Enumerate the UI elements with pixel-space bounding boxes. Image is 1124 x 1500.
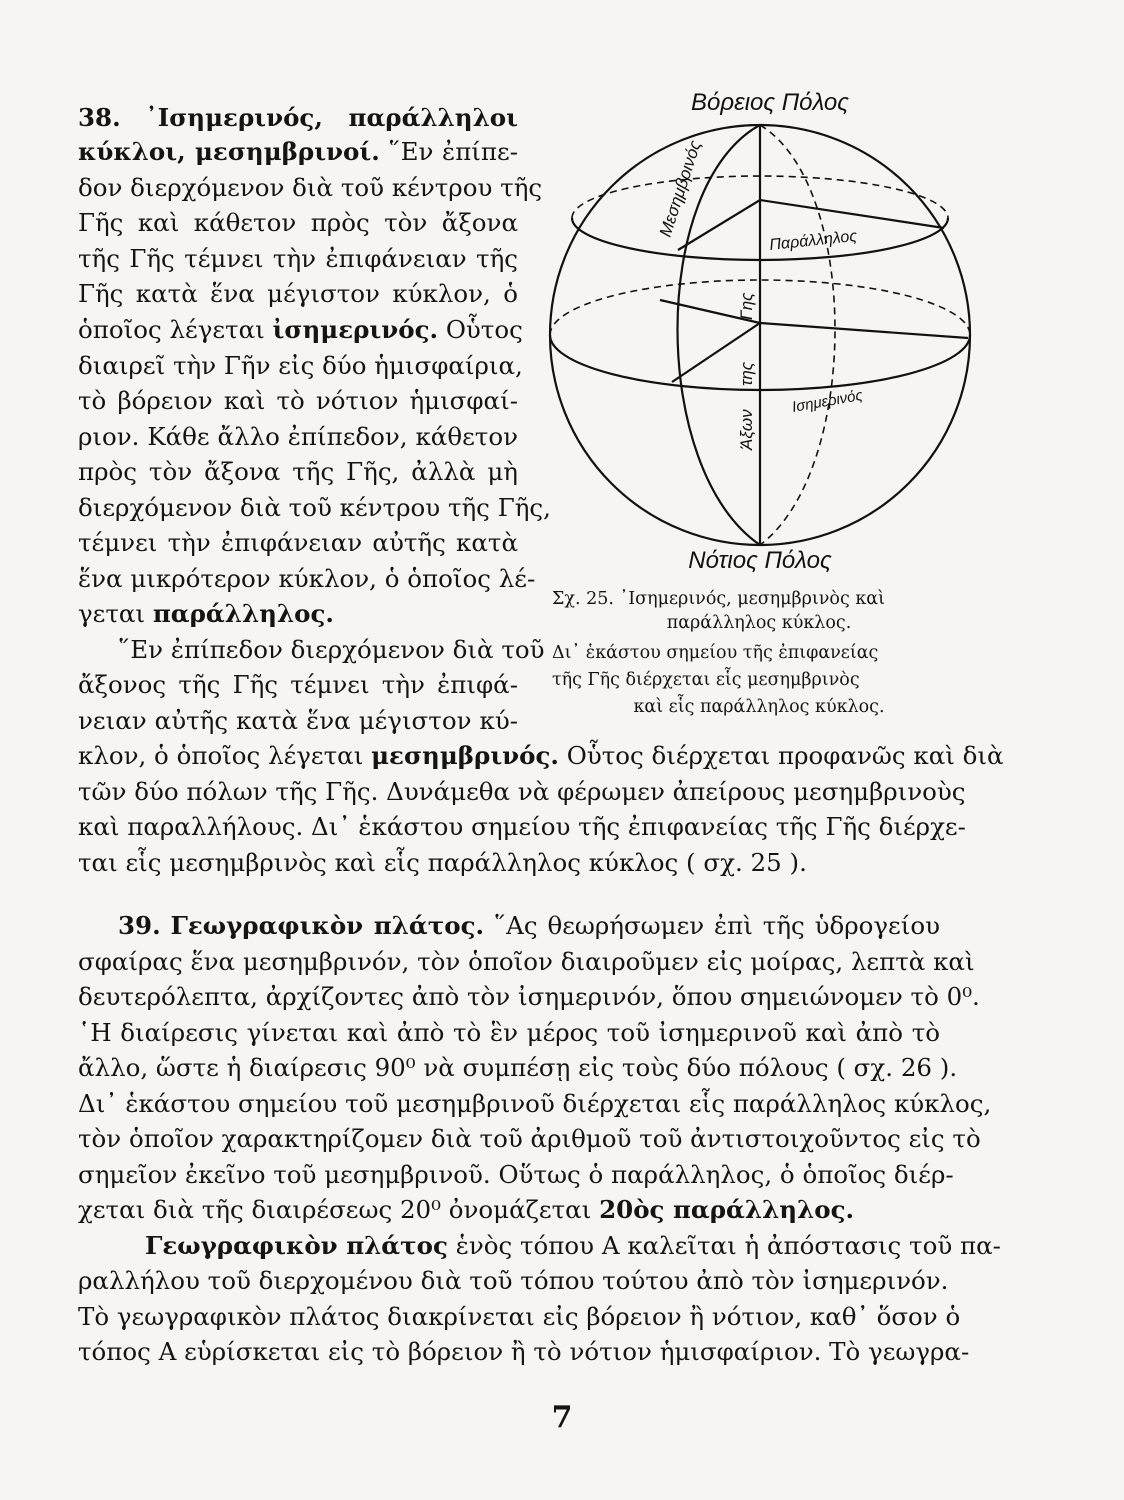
section-38-line-20: καὶ παραλλήλους. Δι᾿ ἑκάστου σημείου τῆς ἐπιφανείας τῆς Γῆς διέρχε- [78, 812, 966, 841]
axis-label-word-2: της [737, 361, 756, 386]
section-38-line-3: Γῆς καὶ κάθετον πρὸς τὸν ἄξονα [78, 208, 518, 237]
section-38-line-5: Γῆς κατὰ ἕνα μέγιστον κύκλον, ὁ [78, 279, 518, 308]
section-38-line-8: τὸ βόρειον καὶ τὸ νότιον ἡμισφαί- [78, 386, 518, 415]
section-38-line-12: τέμνει τὴν ἐπιφάνειαν αὐτῆς κατὰ [78, 528, 518, 557]
section-38-line-11: διερχόμενον διὰ τοῦ κέντρου τῆς Γῆς, [78, 493, 551, 522]
section-39-number: 39. [118, 911, 161, 940]
meridian-label: Μεσημβρινός [655, 138, 705, 240]
section-39-line-6: Δι᾿ ἑκάστου σημείου τοῦ μεσημβρινοῦ διέρχεται εἷς παράλληλος κύκλος, [78, 1089, 992, 1118]
page-number: 7 [551, 1400, 573, 1435]
figure-caption-line-3: Δι᾿ ἑκάστου σημείου τῆς ἐπιφανείας [552, 643, 879, 663]
section-39-heading-line: 39. Γεωγραφικὸν πλάτος. ῞Ας θεωρήσωμεν ἐπὶ τῆς ὑδρογείου [118, 911, 940, 940]
section-39-line-10: Γεωγραφικὸν πλάτος ἑνὸς τόπου Α καλεῖται ἡ ἀπόστασις τοῦ πα- [145, 1231, 1001, 1260]
section-38-line-6: ὁποῖος λέγεται ἰσημερινός. Οὗτος [78, 315, 523, 344]
figure-caption-line-1: Σχ. 25. ᾿Ισημερινός, μεσημβρινὸς καὶ [552, 589, 885, 609]
figure-caption-line-5: καὶ εἷς παράλληλος κύκλος. [633, 697, 885, 717]
section-38-title-part2: κύκλοι, μεσημβρινοί. [78, 137, 380, 166]
section-39-line-8: σημεῖον ἐκεῖνο τοῦ μεσημβρινοῦ. Οὕτως ὁ παράλληλος, ὁ ὁποῖος διέρ- [78, 1160, 954, 1189]
section-38-line-19: τῶν δύο πόλων τῆς Γῆς. Δυνάμεθα νὰ φέρωμεν ἀπείρους μεσημβρινοὺς [78, 777, 966, 806]
term-geographic-latitude: Γεωγραφικὸν πλάτος [145, 1231, 448, 1260]
term-mesimvrinos: μεσημβρινός. [371, 741, 559, 770]
section-38-line-21: ται εἷς μεσημβρινὸς καὶ εἷς παράλληλος κύκλος ( σχ. 25 ). [78, 848, 807, 877]
figure-caption-line-2: παράλληλος κύκλος. [666, 613, 852, 633]
section-38-line-9: ριον. Κάθε ἄλλο ἐπίπεδον, κάθετον [78, 422, 518, 451]
section-38-line-2: δον διερχόμενον διὰ τοῦ κέντρου τῆς [78, 173, 543, 202]
term-20th-parallel: 20ὸς παράλληλος. [599, 1195, 855, 1224]
parallel-label: Παράλληλος [768, 227, 858, 254]
section-39-line-4: ῾Η διαίρεσις γίνεται καὶ ἀπὸ τὸ ἓν μέρος τοῦ ἰσημερινοῦ καὶ ἀπὸ τὸ [78, 1018, 940, 1047]
section-38-line-17: νειαν αὐτῆς κατὰ ἕνα μέγιστον κύ- [78, 706, 518, 735]
section-38-line-16: ἄξονος τῆς Γῆς τέμνει τὴν ἐπιφά- [78, 670, 518, 699]
equator-plane-radii [672, 323, 968, 382]
north-pole-label: Βόρειος Πόλος [691, 89, 849, 116]
section-39-line-12: Τὸ γεωγραφικὸν πλάτος διακρίνεται εἰς βόρειον ἢ νότιον, καθ᾿ ὅσον ὁ [78, 1302, 961, 1331]
term-parallilos: παράλληλος. [152, 599, 334, 628]
equator-label: Ισημερινός [790, 386, 865, 416]
axis-label-word-1: Άξων [737, 409, 756, 450]
globe-figure [548, 75, 978, 575]
section-38-line-14: γεται παράλληλος. [78, 599, 334, 628]
section-38-line-13: ἕνα μικρότερον κύκλον, ὁ ὁποῖος λέ- [78, 564, 536, 593]
section-38-line-7: διαιρεῖ τὴν Γῆν εἰς δύο ἡμισφαίρια, [78, 351, 523, 380]
term-isimerinos: ἰσημερινός. [272, 315, 439, 344]
section-39-line-2: σφαίρας ἕνα μεσημβρινόν, τὸν ὁποῖον διαιροῦμεν εἰς μοίρας, λεπτὰ καὶ [78, 947, 975, 976]
section-39-title: Γεωγραφικὸν πλάτος. [170, 911, 485, 940]
section-39-line-11: ραλλήλου τοῦ διερχομένου διὰ τοῦ τόπου τούτου ἀπὸ τὸν ἰσημερινόν. [78, 1266, 949, 1295]
section-38-line-4: τῆς Γῆς τέμνει τὴν ἐπιφάνειαν τῆς [78, 244, 518, 273]
axis-label-word-3: Γης [737, 292, 756, 320]
section-38-line-10: πρὸς τὸν ἄξονα τῆς Γῆς, ἀλλὰ μὴ [78, 457, 518, 486]
section-38-number: 38. [78, 103, 121, 132]
section-38-line-18: κλον, ὁ ὁποῖος λέγεται μεσημβρινός. Οὗτος διέρχεται προφανῶς καὶ διὰ [78, 741, 1004, 770]
section-39-line-5: ἄλλο, ὥστε ἡ διαίρεσις 90⁰ νὰ συμπέσῃ εἰς τοὺς δύο πόλους ( σχ. 26 ). [78, 1053, 958, 1082]
figure-caption-line-4: τῆς Γῆς διέρχεται εἷς μεσημβρινὸς [552, 670, 860, 690]
section-39-line-7: τὸν ὁποῖον χαρακτηρίζομεν διὰ τοῦ ἀριθμοῦ τοῦ ἀντιστοιχοῦντος εἰς τὸ [78, 1124, 981, 1153]
section-38-line-15: ῞Εν ἐπίπεδον διερχόμενον διὰ τοῦ [118, 635, 545, 664]
south-pole-label: Νότιος Πόλος [688, 547, 832, 574]
section-38-line-1: κύκλοι, μεσημβρινοί. ῞Εν ἐπίπε- [78, 137, 518, 166]
section-38-heading-line [78, 101, 518, 135]
section-39-line-13: τόπος Α εὑρίσκεται εἰς τὸ βόρειον ἢ τὸ νότιον ἡμισφαίριον. Τὸ γεωγρα- [78, 1337, 970, 1366]
section-38-title-part1: ᾿Ισημερινός, παράλληλοι [145, 103, 518, 132]
section-39-line-3: δευτερόλεπτα, ἀρχίζοντες ἀπὸ τὸν ἰσημερινόν, ὅπου σημειώνομεν τὸ 0⁰. [78, 982, 980, 1011]
section-39-line-9: χεται διὰ τῆς διαιρέσεως 20⁰ ὀνομάζεται 20ὸς παράλληλος. [78, 1195, 855, 1224]
meridian-back [760, 125, 835, 545]
